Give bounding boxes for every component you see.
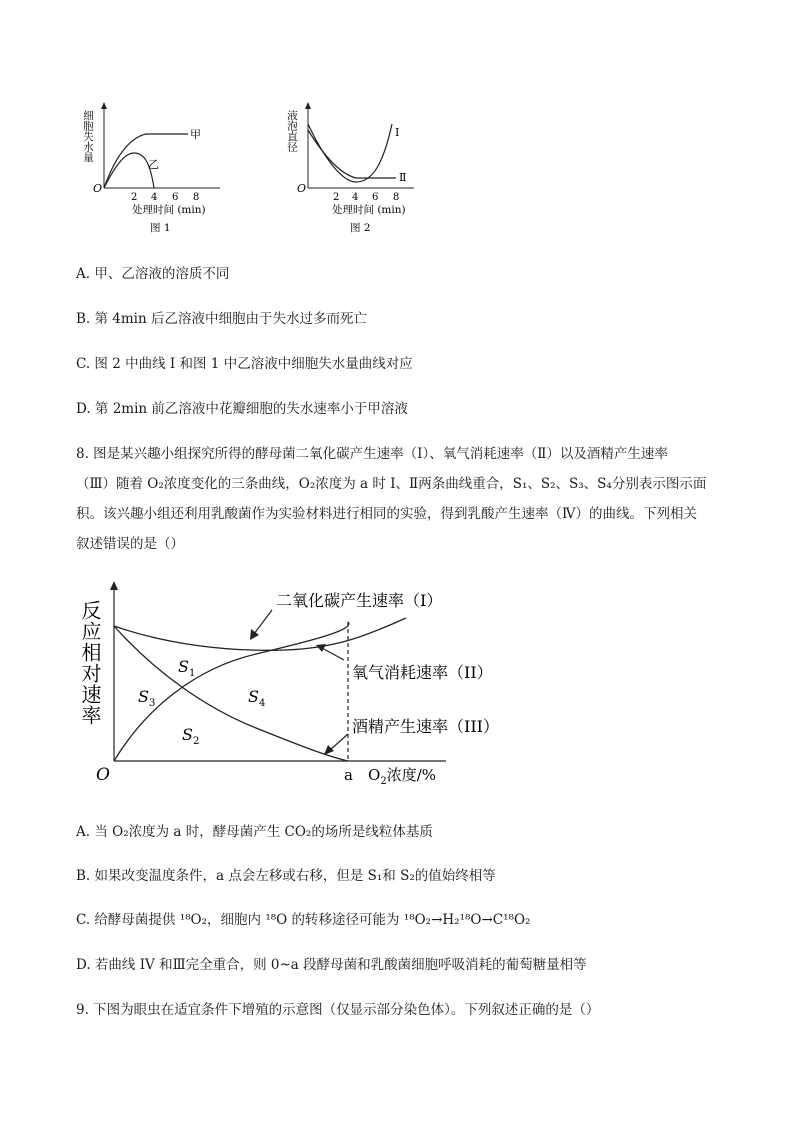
fig3-curve-co2 xyxy=(114,618,406,650)
q8-stem-line-2: （Ⅲ）随着 O₂浓度变化的三条曲线，O₂浓度为 a 时 I、Ⅱ两条曲线重合，S₁、S₂、S₃、S₄分别表示图示面 xyxy=(76,476,707,492)
fig1-caption: 图 1 xyxy=(150,222,171,234)
fig3-s4: $S_4$ xyxy=(248,687,266,709)
fig3-arrow-o2 xyxy=(322,648,344,660)
fig2-caption: 图 2 xyxy=(350,222,371,234)
fig2-y-arrow xyxy=(305,102,311,109)
fig3-curve-o2 xyxy=(114,622,349,761)
fig2-tick-2: 2 xyxy=(333,192,340,203)
fig3-xlabel: $O_2$浓度/% xyxy=(368,766,436,787)
figure-2 xyxy=(284,98,454,238)
q7-option-b: B. 第 4min 后乙溶液中细胞由于失水过多而死亡 xyxy=(76,311,367,327)
figure-1 xyxy=(80,98,250,238)
fig2-xlabel: 处理时间 (min) xyxy=(332,204,406,216)
q7-option-a: A. 甲、乙溶液的溶质不同 xyxy=(76,266,230,282)
q8-stem-line-1: 8. 图是某兴趣小组探究所得的酵母菌二氧化碳产生速率（I）、氧气消耗速率（Ⅱ）以及酒精产生速率 xyxy=(76,446,668,462)
fig3-arrow-alcohol xyxy=(330,734,348,750)
fig2-ylabel: 液泡直径 xyxy=(286,110,298,152)
fig3-arrowhead-co2 xyxy=(250,629,259,640)
fig1-xlabel: 处理时间 (min) xyxy=(132,204,206,216)
q8-option-d: D. 若曲线 IV 和Ⅲ完全重合，则 0~a 段酵母菌和乳酸菌细胞呼吸消耗的葡萄糖量相等 xyxy=(76,957,587,973)
q8-stem-line-4: 叙述错误的是（） xyxy=(76,536,184,552)
fig3-s3: $S_3$ xyxy=(138,687,156,709)
fig3-label-co2: 二氧化碳产生速率（I） xyxy=(276,591,443,610)
fig3-ylabel: 反应相对速率 xyxy=(78,600,102,726)
fig2-label-2: Ⅱ xyxy=(399,171,407,184)
fig2-label-1: Ⅰ xyxy=(395,126,400,139)
fig1-label-yi: 乙 xyxy=(148,158,159,171)
fig2-tick-8: 8 xyxy=(393,192,400,203)
fig3-s1: $S_1$ xyxy=(178,657,196,679)
fig1-tick-8: 8 xyxy=(193,192,200,203)
fig3-arrowhead-alcohol xyxy=(324,745,334,755)
fig1-label-jia: 甲 xyxy=(190,128,201,141)
fig3-curve-alcohol xyxy=(114,626,348,761)
q7-option-c: C. 图 2 中曲线 I 和图 1 中乙溶液中细胞失水量曲线对应 xyxy=(76,356,413,372)
fig3-a-label: a xyxy=(344,766,353,784)
q9-stem: 9. 下图为眼虫在适宜条件下增殖的示意图（仅显示部分染色体）。下列叙述正确的是（） xyxy=(76,1002,600,1018)
q7-option-d: D. 第 2min 前乙溶液中花瓣细胞的失水速率小于甲溶液 xyxy=(76,401,408,417)
fig3-y-arrow xyxy=(110,581,118,590)
fig2-curve-2 xyxy=(308,130,396,178)
figure-3 xyxy=(76,578,556,788)
q8-stem-line-3: 积。该兴趣小组还利用乳酸菌作为实验材料进行相同的实验，得到乳酸产生速率（Ⅳ）的曲线。下列相关 xyxy=(76,506,697,522)
fig1-y-arrow xyxy=(101,102,107,109)
fig3-arrowhead-o2 xyxy=(316,644,326,652)
fig3-arrow-co2 xyxy=(254,610,272,634)
fig3-origin: O xyxy=(96,765,110,785)
q8-option-b: B. 如果改变温度条件，a 点会左移或右移，但是 S₁和 S₂的值始终相等 xyxy=(76,868,496,884)
fig2-curve-1 xyxy=(308,124,392,182)
fig2-origin: O xyxy=(297,182,307,195)
fig1-tick-6: 6 xyxy=(172,192,179,203)
fig3-s2: $S_2$ xyxy=(182,725,200,747)
fig3-label-alcohol: 酒精产生速率（III） xyxy=(352,717,499,736)
fig2-tick-6: 6 xyxy=(372,192,379,203)
fig2-tick-4: 4 xyxy=(352,192,359,203)
q8-option-a: A. 当 O₂浓度为 a 时，酵母菌产生 CO₂的场所是线粒体基质 xyxy=(76,824,433,840)
q8-option-c: C. 给酵母菌提供 ¹⁸O₂，细胞内 ¹⁸O 的转移途径可能为 ¹⁸O₂→H₂¹⁸O→C¹⁸O₂ xyxy=(76,912,531,928)
fig1-tick-4: 4 xyxy=(151,192,158,203)
fig1-tick-2: 2 xyxy=(131,192,138,203)
fig1-ylabel: 细胞失水量 xyxy=(82,110,94,163)
fig1-origin: O xyxy=(93,182,103,195)
fig3-label-o2: 氧气消耗速率（II） xyxy=(352,663,493,682)
